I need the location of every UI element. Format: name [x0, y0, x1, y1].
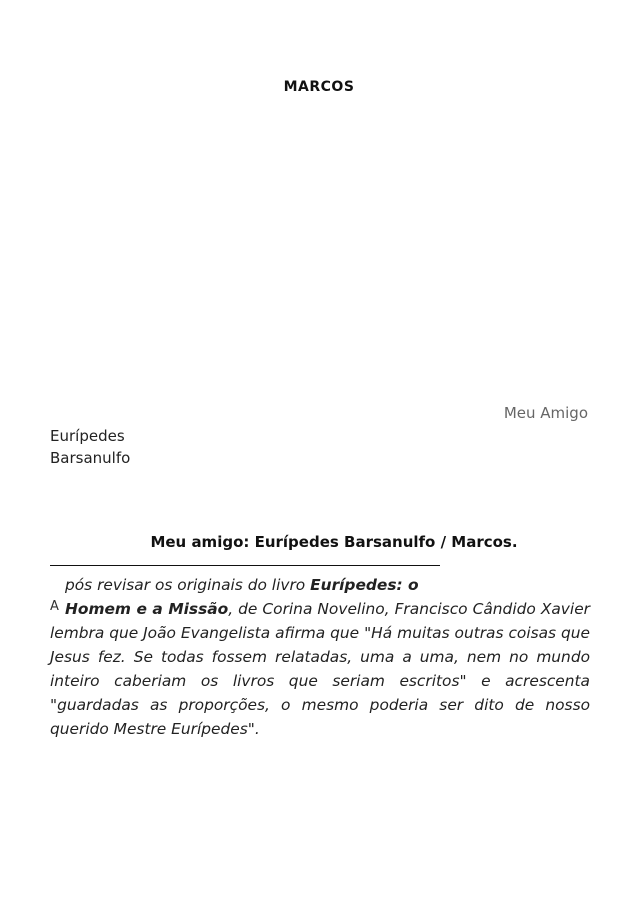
- running-header-left-line2: Barsanulfo: [50, 449, 131, 467]
- body-paragraph: [50, 597, 590, 741]
- body-paragraph-text: , de Corina Novelino, Francisco Cândido Xavier lembra que João Evangelista afirma que "Há muitas outras coisas que Jesus fez. Se todas fossem relatadas, uma a uma, nem no mundo inteiro caberiam os livros que seriam escritos" e acrescenta "guardadas as proporções, o mesmo poderia ser dito de nosso querido Mestre Eurípedes".: [50, 600, 590, 738]
- body-first-line-bold: Eurípedes: o: [310, 576, 419, 594]
- page-title: MARCOS: [283, 79, 355, 95]
- running-header-right: Meu Amigo: [503, 404, 588, 422]
- running-header-left: [50, 425, 130, 469]
- drop-cap-letter: A: [50, 599, 59, 614]
- body-first-line: [65, 573, 419, 597]
- divider-rule: [50, 565, 440, 566]
- book-title-bold: Homem e a Missão: [65, 600, 229, 618]
- body-first-line-text: pós revisar os originais do livro: [65, 576, 311, 594]
- citation-line: Meu amigo: Eurípedes Barsanulfo / Marcos.: [150, 533, 518, 551]
- running-header-left-line1: Eurípedes: [50, 427, 125, 445]
